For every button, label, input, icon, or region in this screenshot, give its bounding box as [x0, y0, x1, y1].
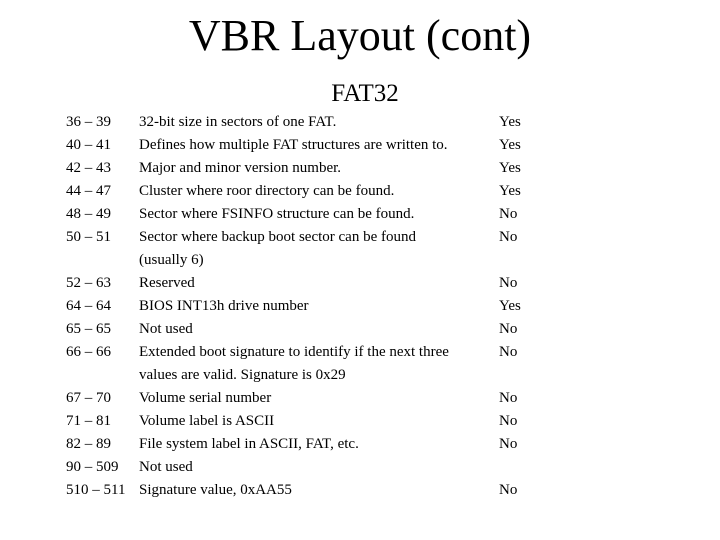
- field-description: [139, 433, 484, 456]
- table-row: [0, 295, 720, 318]
- description-line: Volume label is ASCII: [139, 413, 275, 429]
- table-row: [0, 456, 720, 479]
- used-flag: No: [499, 206, 518, 222]
- field-description: [139, 180, 484, 203]
- byte-offset: 90 – 509: [66, 459, 119, 475]
- vbr-field-table: [0, 111, 720, 502]
- description-line: Sector where FSINFO structure can be found.: [139, 206, 415, 222]
- used-flag: No: [499, 229, 518, 245]
- description-line: Major and minor version number.: [139, 160, 342, 176]
- table-row: [0, 341, 720, 387]
- table-row: [0, 111, 720, 134]
- field-description: [139, 410, 484, 433]
- byte-offset: 42 – 43: [66, 160, 111, 176]
- used-flag: No: [499, 344, 518, 360]
- table-row: [0, 134, 720, 157]
- description-line: Defines how multiple FAT structures are written to.: [139, 137, 448, 153]
- table-row: [0, 410, 720, 433]
- byte-offset: 65 – 65: [66, 321, 111, 337]
- field-description: [139, 226, 484, 272]
- field-description: [139, 134, 484, 157]
- description-line: values are valid. Signature is 0x29: [139, 367, 346, 383]
- field-description: [139, 111, 484, 134]
- description-line: (usually 6): [139, 252, 204, 268]
- used-flag: No: [499, 413, 518, 429]
- used-flag: No: [499, 482, 518, 498]
- byte-offset: 67 – 70: [66, 390, 111, 406]
- field-description: [139, 318, 484, 341]
- description-line: Reserved: [139, 275, 195, 291]
- field-description: [139, 295, 484, 318]
- slide-subtitle: FAT32: [331, 80, 399, 107]
- used-flag: Yes: [499, 137, 521, 153]
- table-row: [0, 157, 720, 180]
- used-flag: No: [499, 321, 518, 337]
- description-line: Extended boot signature to identify if the next three: [139, 344, 449, 360]
- byte-offset: 66 – 66: [66, 344, 111, 360]
- byte-offset: 82 – 89: [66, 436, 111, 452]
- slide-title: VBR Layout (cont): [188, 11, 532, 60]
- byte-offset: 64 – 64: [66, 298, 111, 314]
- table-row: [0, 203, 720, 226]
- table-row: [0, 387, 720, 410]
- byte-offset: 40 – 41: [66, 137, 111, 153]
- description-line: BIOS INT13h drive number: [139, 298, 309, 314]
- field-description: [139, 341, 484, 387]
- description-line: Cluster where roor directory can be found.: [139, 183, 395, 199]
- field-description: [139, 387, 484, 410]
- description-line: Sector where backup boot sector can be found: [139, 229, 416, 245]
- description-line: Volume serial number: [139, 390, 272, 406]
- byte-offset: 48 – 49: [66, 206, 111, 222]
- table-row: [0, 433, 720, 456]
- used-flag: Yes: [499, 114, 521, 130]
- table-row: [0, 226, 720, 272]
- description-line: Not used: [139, 459, 193, 475]
- byte-offset: 71 – 81: [66, 413, 111, 429]
- used-flag: No: [499, 275, 518, 291]
- used-flag: Yes: [499, 160, 521, 176]
- table-row: [0, 180, 720, 203]
- table-row: [0, 272, 720, 295]
- field-description: [139, 157, 484, 180]
- byte-offset: 52 – 63: [66, 275, 111, 291]
- byte-offset: 44 – 47: [66, 183, 111, 199]
- field-description: [139, 456, 484, 479]
- byte-offset: 36 – 39: [66, 114, 111, 130]
- description-line: Not used: [139, 321, 193, 337]
- field-description: [139, 203, 484, 226]
- used-flag: No: [499, 436, 518, 452]
- used-flag: No: [499, 390, 518, 406]
- used-flag: Yes: [499, 298, 521, 314]
- table-row: [0, 479, 720, 502]
- byte-offset: 510 – 511: [66, 482, 126, 498]
- description-line: Signature value, 0xAA55: [139, 482, 292, 498]
- used-flag: Yes: [499, 183, 521, 199]
- description-line: 32-bit size in sectors of one FAT.: [139, 114, 337, 130]
- table-row: [0, 318, 720, 341]
- byte-offset: 50 – 51: [66, 229, 111, 245]
- description-line: File system label in ASCII, FAT, etc.: [139, 436, 359, 452]
- field-description: [139, 272, 484, 295]
- field-description: [139, 479, 484, 502]
